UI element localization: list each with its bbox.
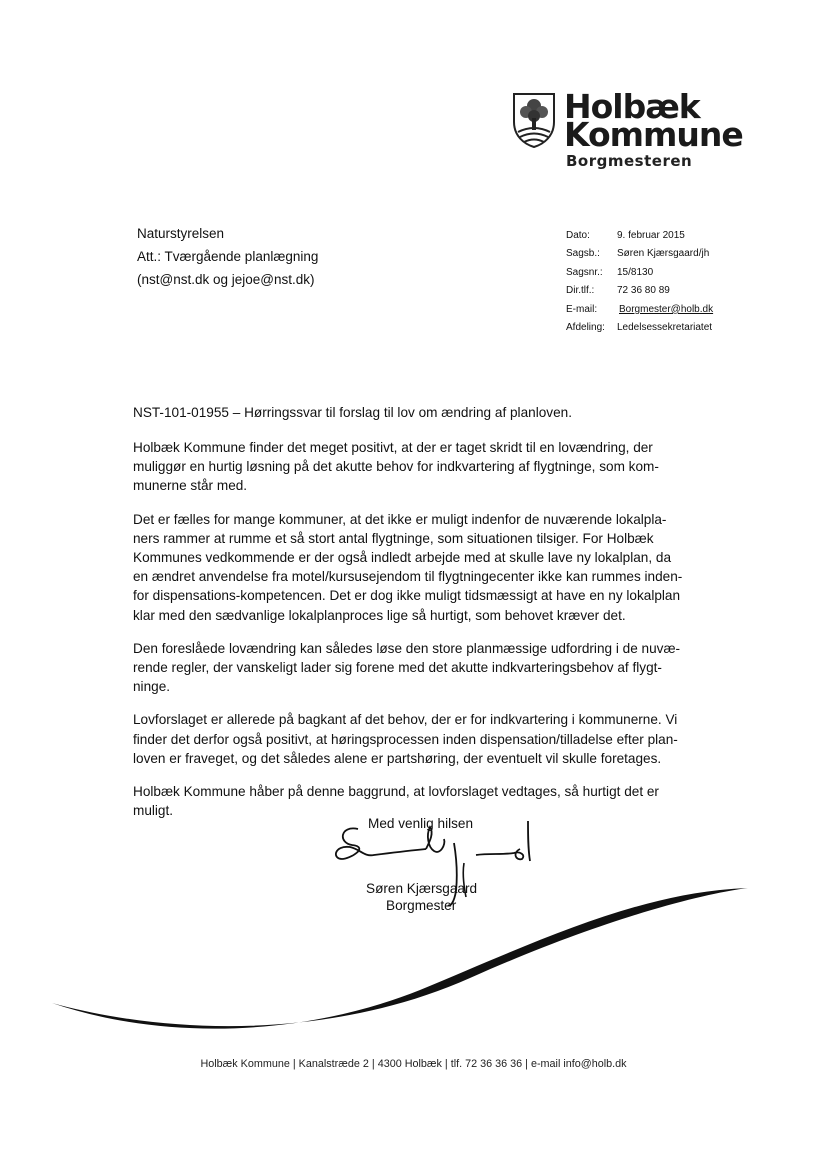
text-line: Kommunes vedkommende er der også indledt arbejde med at skulle lave ny lokalplan, da xyxy=(133,550,672,566)
paragraph xyxy=(133,639,733,697)
logo-subtitle: Borgmesteren xyxy=(566,152,693,170)
meta-label: Sagsnr.: xyxy=(566,266,603,278)
meta-row-date xyxy=(566,227,713,245)
meta-value: 9. februar 2015 xyxy=(617,230,685,241)
text-line: muligt. xyxy=(133,803,174,819)
text-line: en ændret anvendelse fra motel/kursusejendom til flygtningecenter ikke kan rummes inden- xyxy=(133,569,683,585)
meta-row-email xyxy=(566,301,713,319)
meta-value: Søren Kjærsgaard/jh xyxy=(617,248,710,260)
signatory-name: Søren Kjærsgaard xyxy=(366,881,478,896)
signatory-title: Borgmester xyxy=(386,898,457,913)
recipient-attention: Att.: Tværgående planlægning xyxy=(137,249,319,264)
letter-meta xyxy=(566,227,713,337)
letter-subject: NST-101-01955 – Hørringssvar til forslag til lov om ændring af planloven. xyxy=(133,405,572,420)
closing-greeting: Med venlig hilsen xyxy=(368,816,474,831)
text-line: Holbæk Kommune finder det meget positivt, at der er taget skridt til en lovændring, der xyxy=(133,440,653,455)
crest-tree-icon xyxy=(512,92,556,148)
text-line: Holbæk Kommune håber på denne baggrund, at lovforslaget vedtages, så hurtigt det er xyxy=(133,784,659,800)
logo-line-2: Kommune xyxy=(564,115,743,154)
text-line: finder det derfor også positivt, at høringsprocessen inden dispensation/tilladelse efter plan- xyxy=(133,731,678,747)
text-line: Lovforslaget er allerede på bagkant af det behov, der er for indkvartering i kommunerne. Vi xyxy=(133,712,678,728)
meta-row-department xyxy=(566,319,713,337)
paragraph xyxy=(133,710,733,768)
text-line: ninge. xyxy=(133,679,171,695)
meta-value: Ledelsessekretariatet xyxy=(617,322,713,334)
meta-label: E-mail: xyxy=(566,303,598,315)
meta-label: Afdeling: xyxy=(566,322,605,334)
meta-value: 72 36 80 89 xyxy=(617,285,670,297)
text-line: klar med den sædvanlige lokalplanproces lige så hurtigt, som behovet kræver det. xyxy=(133,607,626,623)
meta-label: Dir.tlf.: xyxy=(566,285,595,297)
text-line: ners rammer at rumme et så stort antal flygtninge, som situationen tilsiger. For Holbæk xyxy=(133,530,654,546)
text-line: Den foreslåede lovændring kan således løse den store planmæssige udfordring i de nuvæ- xyxy=(133,640,681,656)
meta-value: 15/8130 xyxy=(617,266,654,278)
decorative-swoosh xyxy=(0,870,827,1040)
paragraph xyxy=(133,438,733,496)
text-line: rende regler, der vanskeligt lader sig forene med det akutte indkvarteringsbehov af flygt- xyxy=(133,660,662,676)
text-line: for dispensations-kompetencen. Det er dog ikke muligt tidsmæssigt at have en ny lokalplan xyxy=(133,588,681,604)
text-line: loven er fraveget, og det således alene er partshøring, der eventuelt vil skulle foretages. xyxy=(133,750,662,766)
municipality-logo xyxy=(512,87,743,172)
recipient-name: Naturstyrelsen xyxy=(137,226,225,241)
text-line: Det er fælles for mange kommuner, at det ikke er muligt indenfor de nuværende lokalpla- xyxy=(133,511,667,527)
meta-row-phone xyxy=(566,282,713,300)
email-link[interactable]: Borgmester@holb.dk xyxy=(619,303,714,315)
meta-label: Dato: xyxy=(566,230,590,241)
page-footer: Holbæk Kommune | Kanalstræde 2 | 4300 Holbæk | tlf. 72 36 36 36 | e-mail info@holb.dk xyxy=(200,1058,627,1070)
letter-body xyxy=(133,438,733,834)
meta-label: Sagsb.: xyxy=(566,248,600,260)
paragraph xyxy=(133,510,733,625)
text-line: munerne står med. xyxy=(133,478,248,494)
meta-row-caseworker xyxy=(566,245,713,263)
text-line: muliggør en hurtig løsning på det akutte behov for indkvartering af flygtninge, som kom- xyxy=(133,459,659,475)
logo-line-1: Holbæk xyxy=(564,87,700,126)
meta-row-case-number xyxy=(566,264,713,282)
recipient-block xyxy=(137,222,318,291)
recipient-emails: (nst@nst.dk og jejoe@nst.dk) xyxy=(137,272,315,287)
